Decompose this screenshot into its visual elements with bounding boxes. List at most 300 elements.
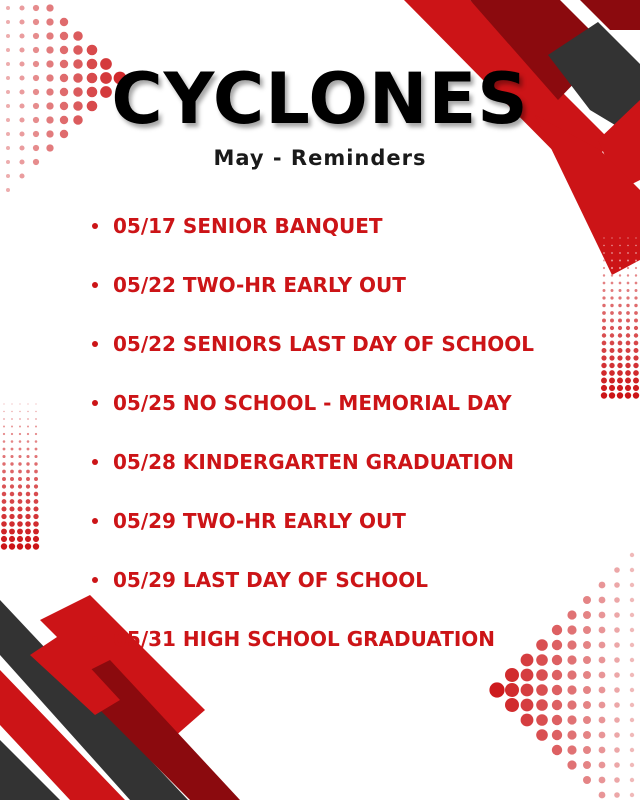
halftone-dot (627, 252, 629, 254)
halftone-dot (567, 640, 576, 649)
halftone-dot (536, 684, 548, 696)
halftone-dot (599, 612, 606, 619)
halftone-dot (617, 355, 622, 360)
halftone-dot (505, 698, 519, 712)
halftone-dot (602, 296, 605, 299)
halftone-dot (634, 319, 638, 323)
halftone-dot (11, 433, 13, 435)
bullet-icon (92, 341, 98, 347)
halftone-dot (633, 363, 638, 368)
halftone-dot (614, 582, 620, 588)
halftone-dot (34, 455, 37, 458)
halftone-dot (630, 688, 634, 692)
halftone-dot (619, 282, 622, 285)
halftone-dot (2, 477, 6, 481)
halftone-dot (19, 418, 21, 420)
halftone-dot (599, 732, 606, 739)
halftone-dot (614, 717, 620, 723)
halftone-dot (18, 492, 22, 496)
event-item (92, 550, 534, 609)
halftone-dot (536, 654, 548, 666)
halftone-dot (26, 484, 30, 488)
halftone-dot (33, 521, 39, 527)
halftone-dot (25, 536, 31, 542)
halftone-dot (552, 655, 562, 665)
halftone-dot (3, 440, 6, 443)
halftone-dot (2, 455, 5, 458)
halftone-dot (6, 6, 10, 10)
halftone-dot (6, 48, 10, 52)
halftone-dot (34, 484, 38, 488)
halftone-dot (34, 477, 38, 481)
halftone-dot (602, 341, 607, 346)
halftone-dot (26, 499, 31, 504)
halftone-dot (2, 492, 6, 496)
halftone-dot (614, 627, 620, 633)
halftone-dot (46, 32, 53, 39)
halftone-dot (73, 31, 83, 41)
halftone-dot (635, 245, 636, 246)
halftone-dot (583, 596, 591, 604)
halftone-dot (10, 462, 13, 465)
halftone-dot (489, 682, 504, 697)
halftone-dot (617, 385, 623, 391)
halftone-dot (635, 289, 638, 292)
event-text: 05/17 SENIOR BANQUET (113, 213, 383, 238)
halftone-dot (6, 188, 10, 192)
bullet-icon (92, 577, 98, 583)
halftone-dot (11, 403, 12, 404)
halftone-dot (599, 777, 606, 784)
halftone-dot (633, 378, 639, 384)
halftone-dot (9, 521, 15, 527)
halftone-dot (614, 762, 620, 768)
halftone-dot (610, 341, 615, 346)
halftone-dot (599, 762, 606, 769)
halftone-dot (19, 5, 24, 10)
halftone-dot (27, 418, 29, 420)
halftone-dot (27, 448, 30, 451)
halftone-dot (10, 492, 14, 496)
halftone-dot (610, 333, 614, 337)
halftone-dot (626, 326, 630, 330)
halftone-dot (627, 282, 630, 285)
halftone-dot (552, 745, 562, 755)
event-text: 05/29 TWO-HR EARLY OUT (113, 508, 406, 533)
halftone-dot (11, 418, 13, 420)
halftone-dot (19, 33, 24, 38)
halftone-dot (60, 32, 68, 40)
halftone-dot (18, 477, 22, 481)
halftone-dot (17, 506, 22, 511)
halftone-dot (536, 729, 548, 741)
halftone-dot (46, 46, 53, 53)
halftone-dot (6, 20, 10, 24)
halftone-dot (567, 685, 576, 694)
halftone-dot (35, 440, 38, 443)
halftone-dot (626, 319, 630, 323)
halftone-dot (3, 403, 4, 404)
halftone-dot (2, 499, 7, 504)
halftone-dot (601, 363, 606, 368)
halftone-dot (599, 627, 606, 634)
halftone-dot (34, 470, 38, 474)
halftone-dot (611, 260, 613, 262)
halftone-dot (602, 319, 606, 323)
halftone-dot (601, 378, 607, 384)
event-item (92, 609, 534, 668)
halftone-dot (567, 670, 576, 679)
halftone-dot (611, 274, 613, 276)
halftone-dot (603, 267, 605, 269)
halftone-dot (10, 484, 14, 488)
halftone-dot (567, 655, 576, 664)
halftone-dot (602, 348, 607, 353)
halftone-dot (19, 440, 22, 443)
halftone-dot (552, 715, 562, 725)
halftone-dot (33, 19, 39, 25)
halftone-dot (625, 370, 631, 376)
halftone-dot (34, 492, 38, 496)
halftone-dot (601, 385, 607, 391)
halftone-dot (627, 237, 628, 238)
halftone-dot (1, 543, 7, 549)
halftone-dot (567, 715, 576, 724)
event-item (92, 196, 534, 255)
halftone-dot (627, 245, 628, 246)
halftone-dot (614, 657, 620, 663)
halftone-dot (18, 455, 21, 458)
halftone-dot (567, 610, 576, 619)
halftone-dot (87, 45, 98, 56)
halftone-dot (73, 45, 83, 55)
halftone-dot (1, 506, 6, 511)
halftone-dot (583, 656, 591, 664)
halftone-dot (505, 668, 519, 682)
halftone-dot (27, 433, 29, 435)
halftone-dot (583, 686, 591, 694)
halftone-dot (18, 462, 21, 465)
halftone-dot (626, 296, 629, 299)
halftone-dot (6, 34, 10, 38)
halftone-dot (3, 411, 4, 412)
event-item (92, 255, 534, 314)
halftone-dot (602, 326, 606, 330)
halftone-dot (505, 683, 519, 697)
event-item (92, 491, 534, 550)
event-item (92, 432, 534, 491)
halftone-dot (630, 673, 634, 677)
halftone-dot (627, 260, 629, 262)
bullet-icon (92, 223, 98, 229)
event-text: 05/29 LAST DAY OF SCHOOL (113, 567, 428, 592)
halftone-dot (609, 385, 615, 391)
halftone-dot (19, 19, 24, 24)
halftone-dot (618, 311, 622, 315)
event-text: 05/28 KINDERGARTEN GRADUATION (113, 449, 514, 474)
halftone-dot (617, 392, 623, 398)
halftone-dot (630, 613, 634, 617)
halftone-dot (634, 326, 638, 330)
halftone-dot (6, 174, 10, 178)
halftone-dot (60, 18, 68, 26)
halftone-dot (3, 425, 5, 427)
halftone-dot (614, 777, 620, 783)
halftone-dot (627, 274, 629, 276)
halftone-dot (619, 267, 621, 269)
halftone-dot (33, 5, 39, 11)
halftone-dot (536, 699, 548, 711)
halftone-dot (634, 304, 637, 307)
page-subtitle: May - Reminders (213, 146, 427, 170)
halftone-dot (618, 333, 622, 337)
halftone-dot (614, 732, 620, 738)
halftone-dot (603, 245, 604, 246)
halftone-dot (630, 778, 634, 782)
halftone-dot (18, 484, 22, 488)
halftone-dot (33, 506, 38, 511)
halftone-dot (19, 47, 24, 52)
halftone-dot (625, 363, 630, 368)
halftone-dot (2, 462, 5, 465)
halftone-dot (552, 700, 562, 710)
halftone-dot (10, 455, 13, 458)
halftone-dot (611, 252, 613, 254)
halftone-dot (583, 641, 591, 649)
halftone-dot (614, 792, 620, 798)
halftone-dot (603, 282, 606, 285)
halftone-dot (609, 378, 615, 384)
halftone-dot (603, 237, 604, 238)
halftone-dot (617, 378, 623, 384)
halftone-dot (630, 763, 634, 767)
halftone-dot (26, 477, 30, 481)
halftone-dot (610, 311, 614, 315)
halftone-dot (633, 355, 638, 360)
halftone-dot (9, 536, 15, 542)
halftone-dot (9, 506, 14, 511)
halftone-dot (35, 403, 36, 404)
halftone-dot (521, 699, 534, 712)
halftone-dot (583, 611, 591, 619)
halftone-dot (630, 553, 634, 557)
halftone-dot (9, 529, 15, 535)
halftone-dot (17, 543, 23, 549)
page-title: CYCLONES (111, 58, 529, 140)
halftone-dot (583, 716, 591, 724)
event-text: 05/31 HIGH SCHOOL GRADUATION (113, 626, 496, 651)
halftone-dot (10, 477, 14, 481)
halftone-dot (601, 370, 607, 376)
halftone-dot (25, 521, 31, 527)
bullet-icon (92, 282, 98, 288)
halftone-dot (614, 747, 620, 753)
halftone-dot (610, 348, 615, 353)
halftone-dot (583, 761, 591, 769)
halftone-dot (1, 529, 7, 535)
halftone-dot (614, 687, 620, 693)
bullet-icon (92, 518, 98, 524)
halftone-dot (25, 529, 31, 535)
halftone-dot (583, 776, 591, 784)
halftone-dot (603, 252, 605, 254)
halftone-dot (618, 304, 621, 307)
halftone-dot (627, 267, 629, 269)
halftone-dot (633, 392, 639, 398)
halftone-dot (625, 355, 630, 360)
halftone-dot (619, 274, 621, 276)
halftone-dot (27, 403, 28, 404)
halftone-dot (35, 418, 37, 420)
halftone-dot (614, 702, 620, 708)
halftone-dot (35, 425, 37, 427)
halftone-dot (10, 470, 14, 474)
halftone-dot (17, 514, 22, 519)
halftone-dot (17, 536, 23, 542)
halftone-dot (35, 448, 38, 451)
halftone-dot (611, 267, 613, 269)
halftone-dot (27, 440, 30, 443)
halftone-dot (630, 643, 634, 647)
halftone-dot (33, 514, 38, 519)
halftone-dot (583, 731, 591, 739)
halftone-dot (3, 418, 5, 420)
halftone-dot (599, 747, 606, 754)
halftone-dot (618, 319, 622, 323)
halftone-dot (26, 470, 30, 474)
halftone-dot (1, 521, 7, 527)
halftone-dot (626, 304, 629, 307)
halftone-dot (619, 289, 622, 292)
halftone-dot (10, 499, 15, 504)
halftone-dot (603, 289, 606, 292)
halftone-dot (610, 296, 613, 299)
halftone-dot (617, 363, 622, 368)
halftone-dot (25, 506, 30, 511)
halftone-dot (599, 702, 606, 709)
halftone-dot (635, 260, 637, 262)
halftone-dot (619, 252, 621, 254)
halftone-dot (2, 470, 6, 474)
halftone-dot (602, 333, 606, 337)
halftone-dot (11, 448, 14, 451)
halftone-dot (583, 671, 591, 679)
halftone-dot (630, 598, 634, 602)
halftone-dot (552, 685, 562, 695)
halftone-dot (630, 568, 634, 572)
halftone-dot (630, 628, 634, 632)
halftone-dot (521, 714, 534, 727)
halftone-dot (630, 718, 634, 722)
halftone-dot (35, 433, 37, 435)
halftone-dot (33, 543, 39, 549)
halftone-dot (521, 684, 534, 697)
halftone-dot (614, 567, 620, 573)
bullet-icon (92, 636, 98, 642)
halftone-dot (60, 46, 68, 54)
halftone-dot (602, 304, 605, 307)
event-text: 05/22 TWO-HR EARLY OUT (113, 272, 406, 297)
halftone-dot (619, 245, 620, 246)
halftone-dot (614, 642, 620, 648)
halftone-dot (635, 237, 636, 238)
event-item (92, 314, 534, 373)
halftone-dot (583, 701, 591, 709)
halftone-dot (9, 543, 15, 549)
halftone-dot (626, 333, 630, 337)
halftone-dot (552, 625, 562, 635)
halftone-dot (599, 642, 606, 649)
halftone-dot (536, 669, 548, 681)
halftone-dot (614, 612, 620, 618)
halftone-dot (635, 274, 637, 276)
halftone-dot (609, 355, 614, 360)
halftone-dot (634, 296, 637, 299)
halftone-dot (599, 672, 606, 679)
halftone-dot (18, 470, 22, 474)
halftone-dot (619, 237, 620, 238)
halftone-dot (25, 543, 31, 549)
halftone-dot (603, 274, 605, 276)
event-item (92, 373, 534, 432)
halftone-dot (603, 260, 605, 262)
halftone-dot (11, 411, 12, 412)
halftone-dot (19, 433, 21, 435)
halftone-dot (2, 484, 6, 488)
halftone-dot (617, 370, 623, 376)
halftone-dot (19, 448, 22, 451)
halftone-dot (26, 492, 30, 496)
halftone-dot (611, 245, 612, 246)
halftone-dot (601, 355, 606, 360)
halftone-dot (630, 703, 634, 707)
halftone-dot (3, 448, 6, 451)
halftone-dot (630, 733, 634, 737)
halftone-dot (552, 640, 562, 650)
halftone-dot (611, 237, 612, 238)
halftone-dot (19, 173, 24, 178)
halftone-dot (25, 514, 30, 519)
halftone-dot (583, 746, 591, 754)
halftone-dot (610, 319, 614, 323)
halftone-dot (27, 425, 29, 427)
halftone-dot (630, 748, 634, 752)
halftone-dot (618, 296, 621, 299)
halftone-dot (567, 730, 576, 739)
halftone-dot (33, 47, 39, 53)
halftone-dot (35, 411, 36, 412)
halftone-dot (599, 792, 606, 799)
halftone-dot (625, 392, 631, 398)
halftone-dot (627, 289, 630, 292)
halftone-dot (599, 687, 606, 694)
halftone-dot (601, 392, 607, 398)
halftone-dot (633, 385, 639, 391)
halftone-dot (625, 385, 631, 391)
halftone-dot (27, 411, 28, 412)
halftone-dot (552, 730, 562, 740)
halftone-dot (33, 536, 39, 542)
halftone-dot (33, 33, 39, 39)
halftone-dot (619, 260, 621, 262)
halftone-dot (626, 348, 631, 353)
halftone-dot (9, 514, 14, 519)
halftone-dot (11, 425, 13, 427)
halftone-dot (567, 760, 576, 769)
halftone-dot (26, 455, 29, 458)
halftone-dot (610, 304, 613, 307)
event-text: 05/25 NO SCHOOL - MEMORIAL DAY (113, 390, 512, 415)
